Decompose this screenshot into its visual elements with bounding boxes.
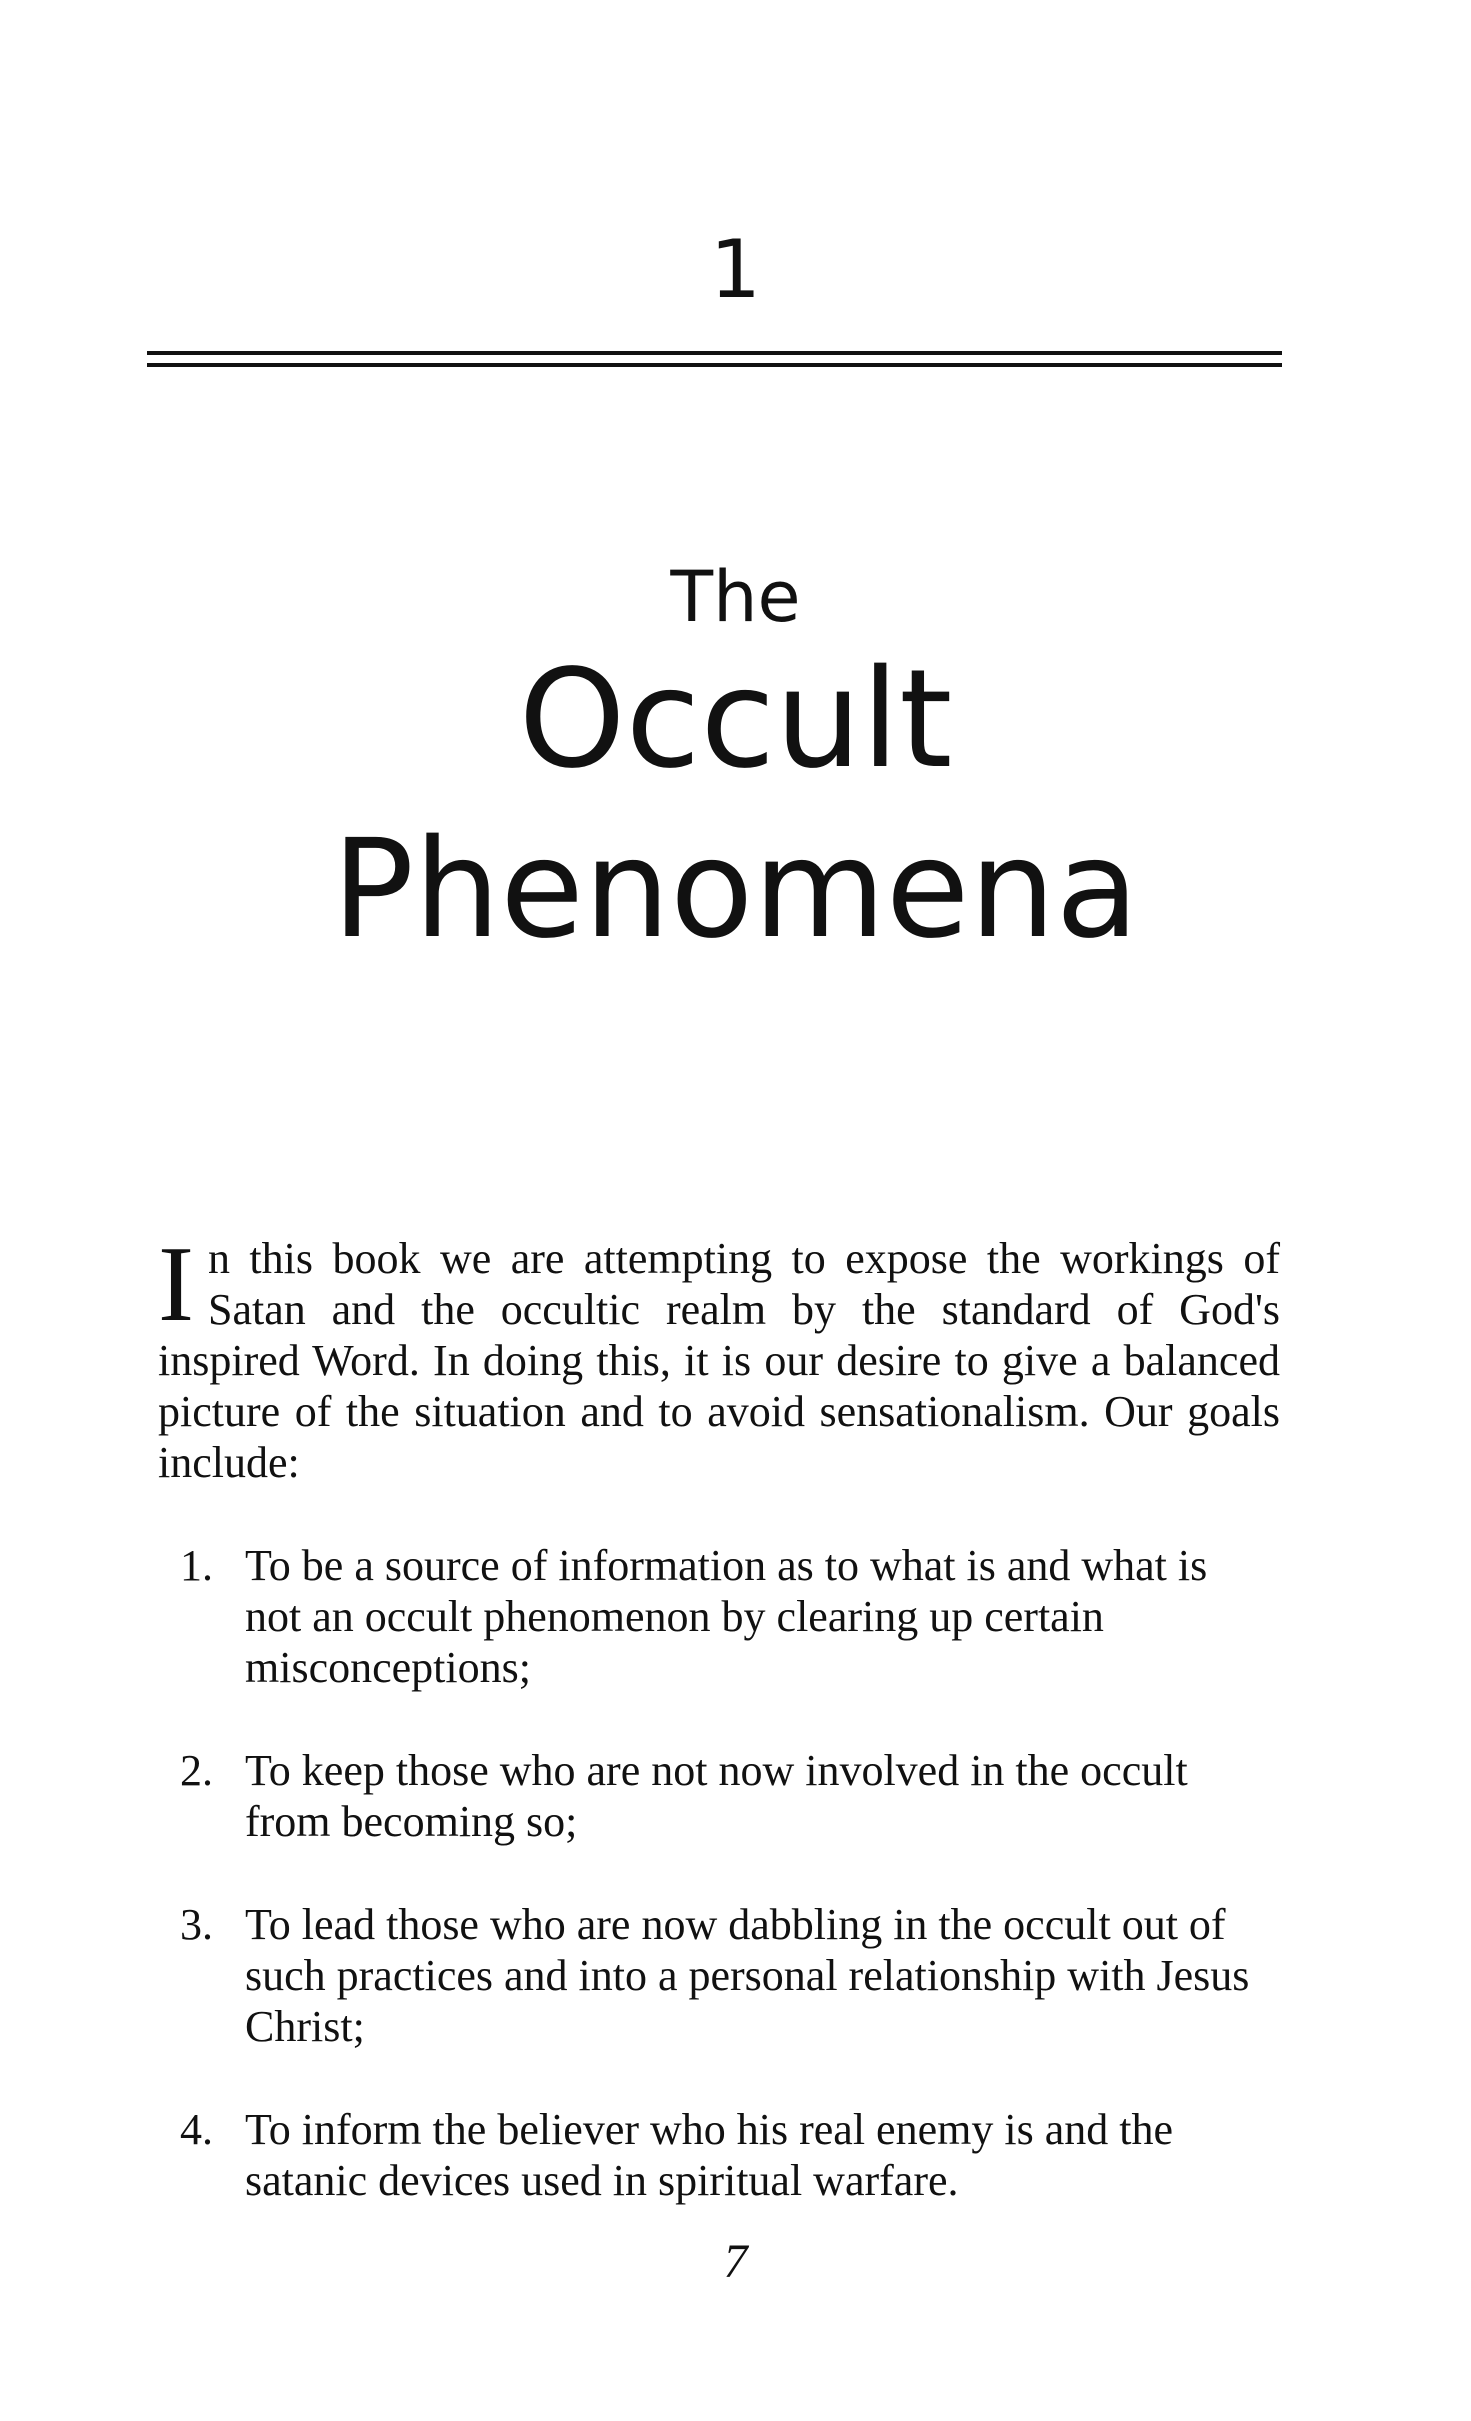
chapter-divider <box>147 351 1282 367</box>
list-item-text: To inform the believer who his real enemy is and the satanic devices used in spiritual warfare. <box>245 2105 1173 2205</box>
list-item-number: 2. <box>180 1746 213 1795</box>
list-item-text: To be a source of information as to what is and what is not an occult phenomenon by clearing up certain misconceptions; <box>245 1541 1208 1692</box>
list-item <box>170 1540 1270 1693</box>
intro-text: n this book we are attempting to expose the workings of Satan and the occultic realm by the standard of God's inspired Word. In doing this, it is our desire to give a balanced picture of the situation and to avoid sensationalism. Our goals include: <box>158 1234 1280 1487</box>
list-item-text: To lead those who are now dabbling in the occult out of such practices and into a personal relationship with Jesus Christ; <box>245 1900 1250 2051</box>
list-item-text: To keep those who are not now involved in the occult from becoming so; <box>245 1746 1188 1846</box>
goals-list <box>170 1540 1270 2258</box>
list-item-number: 3. <box>180 1900 213 1949</box>
list-item-number: 1. <box>180 1541 213 1590</box>
list-item <box>170 2104 1270 2206</box>
list-item <box>170 1899 1270 2052</box>
intro-paragraph <box>158 1225 1280 1488</box>
chapter-number: 1 <box>710 223 761 316</box>
chapter-title-line-1: The <box>670 556 801 638</box>
chapter-title-line-3: Phenomena <box>332 811 1139 969</box>
chapter-title-line-2: Occult <box>518 641 953 799</box>
page-number: 7 <box>723 2235 748 2288</box>
list-item <box>170 1745 1270 1847</box>
list-item-number: 4. <box>180 2105 213 2154</box>
drop-cap: I <box>158 1225 194 1344</box>
